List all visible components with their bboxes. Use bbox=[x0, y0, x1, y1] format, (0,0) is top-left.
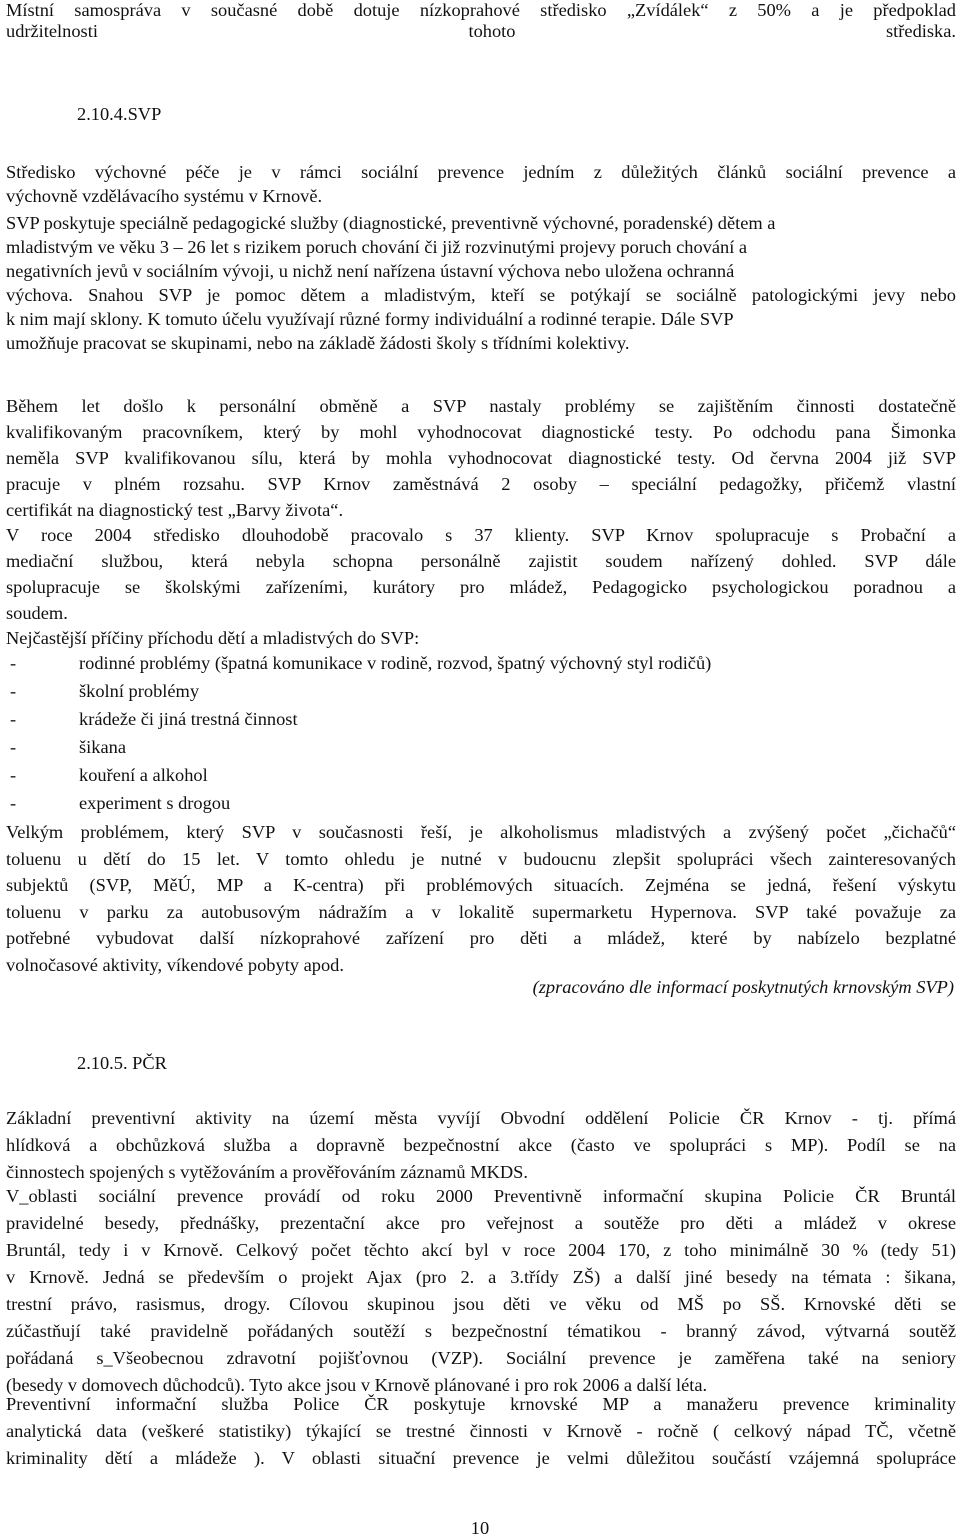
text-line: certifikát na diagnostický test „Barvy života“. bbox=[6, 500, 344, 520]
text-line: SVP poskytuje speciálně pedagogické služby (diagnostické, preventivně výchovné, poradenské) dětem a bbox=[6, 213, 776, 233]
svp-paragraph-4 bbox=[6, 522, 956, 626]
list-dash: - bbox=[10, 709, 17, 729]
list-dash: - bbox=[10, 737, 17, 757]
text-line: volnočasové aktivity, víkendové pobyty apod. bbox=[6, 954, 344, 975]
text-line: analytická data (veškeré statistiky) týkající se trestné činnosti v Krnově - ročně ( celkový nápad TČ, včetně bbox=[6, 1421, 956, 1441]
text-line: udržitelnosti tohoto střediska. bbox=[6, 21, 956, 41]
text-line: Během let došlo k personální obměně a SVP nastaly problémy se zajištěním činnosti dostatečně bbox=[6, 396, 956, 416]
text-line: negativních jevů v sociálním vývoji, u nichž není nařízena ústavní výchova nebo uložena ochranná bbox=[6, 261, 735, 281]
text-line: spolupracuje se školskými zařízeními, kurátory pro mládež, Pedagogicko psychologickou poradnou a bbox=[6, 577, 956, 597]
text-line: výchovně vzdělávacího systému v Krnově. bbox=[6, 186, 323, 206]
intro-paragraph bbox=[6, 0, 956, 42]
text-line: V roce 2004 středisko dlouhodobě pracovalo s 37 klienty. SVP Krnov spolupracuje s Probační a bbox=[6, 525, 956, 545]
section-heading-svp: 2.10.4.SVP bbox=[77, 104, 162, 124]
text-line: k nim mají sklony. K tomuto účelu využívají různé formy individuální a rodinné terapie. Dále SVP bbox=[6, 309, 734, 329]
text-line: činnostech spojených s vytěžováním a prověřováním záznamů MKDS. bbox=[6, 1162, 528, 1182]
text-line: soudem. bbox=[6, 603, 68, 623]
list-dash: - bbox=[10, 653, 17, 673]
document-page: Místní samospráva v současné době dotuje nízkoprahové středisko „Zvídálek“ z 50% a je předpoklad udržitelnosti tohoto střediska. 2.10.4.SVP Středisko výchovné péče je v rámci sociální prevence jedním z důležitých článků sociální prevence a výchovně vzdělávacího systému v Krnově. SVP poskytuje speciálně pedagogické služby (diagnostické, preventivně výchovné, poradenské) dětem a mladistvým ve věku 3 – 26 let s rizikem poruch chování či již rozvinutými projevy poruch chování a negativních jevů v sociálním vývoji, u nichž není nařízena ústavní výchova nebo uložena ochranná výchova. Snahou SVP je pomoc dětem a mladistvým, kteří se potýkají se sociálně patologickými jevy nebo k nim mají sklony. K tomuto účelu využívají různé formy individuální a rodinné terapie. Dále SVP umožňuje pracovat se skupinami, nebo na základě žádosti školy s třídními kolektivy. Během let došlo k personální obměně a SVP nastaly problémy se zajištěním činnosti dostatečně kvalifikovaným pracovníkem, který by mohl vyhodnocovat diagnostické testy. Po odchodu pana Šimonka neměla SVP kvalifikovanou sílu, která by mohla vyhodnocovat diagnostické testy. Od června 2004 již SVP pracuje v plném rozsahu. SVP Krnov zaměstnává 2 osoby – speciální pedagožky, přičemž vlastní certifikát na diagnostický test „Barvy života“. V roce 2004 středisko dlouhodobě pracovalo s 37 klienty. SVP Krnov spolupracuje s Probační a mediační službou, která nebyla schopna personálně zajistit soudem nařízený dohled. SVP dále spolupracuje se školskými zařízeními, kurátory pro mládež, Pedagogicko psychologickou poradnou a soudem. Nejčastější příčiny příchodu dětí a mladistvých do SVP: - rodinné problémy (špatná komunikace v rodině, rozvod, špatný výchovný styl rodičů) - školní problémy - krádeže či jiná trestná činnost - šikana - kouření a alkohol - experiment s drogou Velkým problémem, který SVP v současnosti řeší, je alkoholismus mladistvých a zvýšený počet „čichačů“ toluenu u dětí do 15 let. V tomto ohledu je nutné v budoucnu zlepšit spolupráci všech zainteresovaných subjektů (SVP, MěÚ, MP a K-centra) při problémových situacích. Zejména se jedná, řešení výskytu toluenu v parku za autobusovým nádražím a v lokalitě supermarketu Hypernova. SVP také považuje za potřebné vybudovat další nízkoprahové zařízení pro děti a mládež, které by nabízelo bezplatné volnočasové aktivity, víkendové pobyty apod. (zpracováno dle informací poskytnutých krnovským SVP) 2.10.5. PČR Základní preventivní aktivity na území města vyvíjí Obvodní oddělení Policie ČR Krnov - tj. přímá hlídková a obchůzková služba a dopravně bezpečnostní akce (často ve spolupráci s MP). Podíl se na činnostech spojených s vytěžováním a prověřováním záznamů MKDS. V_oblasti sociální prevence provádí od roku 2000 Preventivně informační skupina Policie ČR Bruntál pravidelné besedy, přednášky, prezentační akce pro veřejnost a soutěže pro děti a mládež v okrese Bruntál, tedy i v Krnově. Celkový počet těchto akcí byl v roce 2004 170, z toho minimálně 30 % (tedy 51) v Krnově. Jedná se především o projekt Ajax (pro 2. a 3.třídy ZŠ) a další jiné besedy na témata : šikana, trestní právo, rasismus, drogy. Cílovou skupinou jsou děti ve věku od MŠ po SŠ. Krnovské děti se zúčastňují také pravidelně pořádaných soutěží s bezpečnostní tématikou - branný závod, výtvarná soutěž pořádaná s_Všeobecnou zdravotní pojišťovnou (VZP). Sociální prevence je zaměřena také na seniory (besedy v domovech důchodců). Tyto akce jsou v Krnově plánované i pro rok 2006 a další léta. Preventivní informační služba Police ČR poskytuje krnovské MP a manažeru prevence kriminality analytická data (veškeré statistiky) týkající se trestné činnosti v Krnově - ročně ( celkový nápad TČ, včetně kriminality dětí a mládeže ). V oblasti situační prevence je velmi důležitou součástí vzájemná spolupráce 10 bbox=[0, 0, 960, 1537]
text-line: v Krnově. Jedná se především o projekt Ajax (pro 2. a 3.třídy ZŠ) a další jiné besedy na témata : šikana, bbox=[6, 1267, 956, 1287]
text-line: kriminality dětí a mládeže ). V oblasti situační prevence je velmi důležitou součástí vzájemná spolupráce bbox=[6, 1448, 956, 1468]
text-line: toluenu u dětí do 15 let. V tomto ohledu je nutné v budoucnu zlepšit spolupráci všech zainteresovaných bbox=[6, 848, 956, 869]
text-line: V_oblasti sociální prevence provádí od roku 2000 Preventivně informační skupina Policie ČR Bruntál bbox=[6, 1186, 956, 1206]
svp-paragraph-5 bbox=[6, 819, 956, 978]
text-line: subjektů (SVP, MěÚ, MP a K-centra) při problémových situacích. Zejména se jedná, řešení výskytu bbox=[6, 875, 956, 895]
pcr-paragraph-2 bbox=[6, 1183, 956, 1399]
text-line: výchova. Snahou SVP je pomoc dětem a mladistvým, kteří se potýkají se sociálně patologickými jevy nebo bbox=[6, 285, 956, 305]
pcr-paragraph-3 bbox=[6, 1391, 956, 1472]
page-number: 10 bbox=[470, 1518, 490, 1538]
text-line: (besedy v domovech důchodců). Tyto akce jsou v Krnově plánované i pro rok 2006 a další léta. bbox=[6, 1375, 708, 1395]
text-line: toluenu v parku za autobusovým nádražím a v lokalitě supermarketu Hypernova. SVP také považuje za bbox=[6, 901, 956, 922]
text-line: umožňuje pracovat se skupinami, nebo na základě žádosti školy s třídními kolektivy. bbox=[6, 333, 630, 353]
text-line: mediační službou, která nebyla schopna personálně zajistit soudem nařízený dohled. SVP dále bbox=[6, 551, 956, 571]
text-line: potřebné vybudovat další nízkoprahové zařízení pro děti a mládež, které by nabízelo bezplatné bbox=[6, 928, 956, 948]
text-line: Velkým problémem, který SVP v současnosti řeší, je alkoholismus mladistvých a zvýšený počet „čichačů“ bbox=[6, 822, 956, 842]
text-line: hlídková a obchůzková služba a dopravně bezpečnostní akce (často ve spolupráci s MP). Podíl se na bbox=[6, 1135, 956, 1155]
list-dash: - bbox=[10, 765, 17, 785]
list-dash: - bbox=[10, 793, 17, 813]
svp-paragraph-2 bbox=[6, 211, 956, 355]
text-line: Bruntál, tedy i v Krnově. Celkový počet těchto akcí byl v roce 2004 170, z toho minimálně 30 % (tedy 51) bbox=[6, 1240, 956, 1260]
source-note: (zpracováno dle informací poskytnutých krnovským SVP) bbox=[532, 977, 954, 997]
list-dash: - bbox=[10, 681, 17, 701]
text-line: Preventivní informační služba Police ČR poskytuje krnovské MP a manažeru prevence kriminality bbox=[6, 1394, 956, 1414]
text-line: Místní samospráva v současné době dotuje nízkoprahové středisko „Zvídálek“ z 50% a je předpoklad bbox=[6, 0, 956, 20]
text-line: zúčastňují také pravidelně pořádaných soutěží s bezpečnostní tématikou - branný závod, výtvarná soutěž bbox=[6, 1321, 956, 1341]
text-line: pořádaná s_Všeobecnou zdravotní pojišťovnou (VZP). Sociální prevence je zaměřena také na seniory bbox=[6, 1348, 956, 1368]
text-line: Středisko výchovné péče je v rámci sociální prevence jedním z důležitých článků sociální prevence a bbox=[6, 162, 956, 182]
list-intro: Nejčastější příčiny příchodu dětí a mladistvých do SVP: bbox=[6, 628, 420, 648]
text-line: kvalifikovaným pracovníkem, který by mohl vyhodnocovat diagnostické testy. Po odchodu pana Šimonka bbox=[6, 422, 956, 442]
text-line: Základní preventivní aktivity na území města vyvíjí Obvodní oddělení Policie ČR Krnov - tj. přímá bbox=[6, 1108, 956, 1128]
text-line: pracuje v plném rozsahu. SVP Krnov zaměstnává 2 osoby – speciální pedagožky, přičemž vlastní bbox=[6, 474, 956, 494]
text-line: mladistvým ve věku 3 – 26 let s rizikem poruch chování či již rozvinutými projevy poruch chování a bbox=[6, 237, 748, 257]
pcr-paragraph-1 bbox=[6, 1105, 956, 1186]
text-line: neměla SVP kvalifikovanou sílu, která by mohla vyhodnocovat diagnostické testy. Od června 2004 již SVP bbox=[6, 448, 956, 468]
svp-paragraph-1 bbox=[6, 160, 956, 208]
text-line: pravidelné besedy, přednášky, prezentační akce pro veřejnost a soutěže pro děti a mládež v okrese bbox=[6, 1213, 956, 1233]
section-heading-pcr: 2.10.5. PČR bbox=[77, 1053, 167, 1073]
svp-paragraph-3 bbox=[6, 393, 956, 523]
text-line: trestní právo, rasismus, drogy. Cílovou skupinou jsou děti ve věku od MŠ po SŠ. Krnovské děti se bbox=[6, 1294, 956, 1314]
